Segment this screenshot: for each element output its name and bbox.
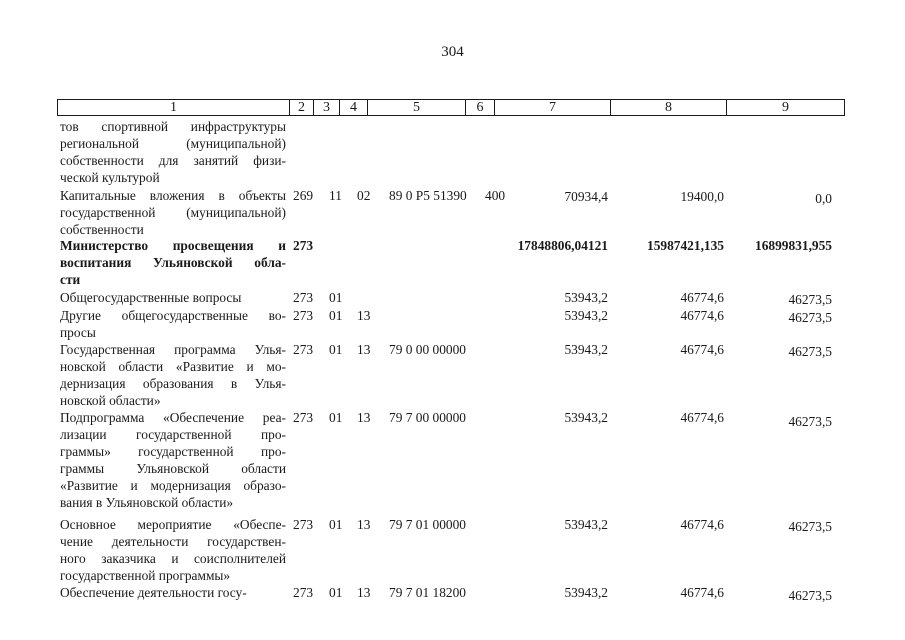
row-description — [60, 289, 286, 306]
description-line: воспитания Ульяновской обла- — [60, 255, 286, 270]
amount-col-9: 46273,5 — [788, 292, 832, 307]
description-line: новской области «Развитие и мо- — [60, 359, 286, 374]
description-line: новской области» — [60, 393, 161, 408]
amount-col-8: 46774,6 — [680, 342, 724, 357]
description-line: лизации государственной про- — [60, 427, 286, 442]
header-col-9: 9 — [727, 100, 845, 116]
description-line: вания в Ульяновской области» — [60, 495, 234, 510]
row-description — [60, 341, 286, 409]
row-description — [60, 237, 286, 288]
chapter-code: 273 — [293, 290, 314, 305]
amount-col-7: 53943,2 — [564, 517, 608, 532]
amount-col-8: 19400,0 — [680, 189, 724, 204]
header-col-8: 8 — [611, 100, 727, 116]
section-code: 11 — [329, 188, 342, 203]
amount-col-7: 53943,2 — [564, 308, 608, 323]
row-description — [60, 118, 286, 186]
amount-col-8: 46774,6 — [680, 585, 724, 600]
description-line: государственной (муниципальной) — [60, 205, 286, 220]
amount-col-8: 46774,6 — [680, 290, 724, 305]
amount-col-8: 46774,6 — [680, 308, 724, 323]
header-col-5: 5 — [368, 100, 466, 116]
amount-col-7: 70934,4 — [564, 189, 608, 204]
description-line: Общегосударственные вопросы — [60, 290, 242, 305]
subsection-code: 13 — [357, 308, 371, 323]
amount-col-9: 46273,5 — [788, 344, 832, 359]
description-line: Другие общегосударственные во- — [60, 308, 286, 323]
section-code: 01 — [329, 342, 343, 357]
description-line: Основное мероприятие «Обеспе- — [60, 517, 286, 532]
target-article: 79 7 01 18200 — [389, 585, 466, 600]
header-col-4: 4 — [340, 100, 368, 116]
description-line: ческой культурой — [60, 170, 160, 185]
row-description — [60, 584, 286, 601]
header-col-2: 2 — [290, 100, 314, 116]
chapter-code: 273 — [293, 342, 314, 357]
subsection-code: 13 — [357, 517, 371, 532]
amount-col-8: 46774,6 — [680, 410, 724, 425]
section-code: 01 — [329, 585, 343, 600]
header-col-6: 6 — [466, 100, 495, 116]
section-code: 01 — [329, 410, 343, 425]
row-description — [60, 187, 286, 238]
description-line: Подпрограмма «Обеспечение реа- — [60, 410, 286, 425]
amount-col-9: 46273,5 — [788, 588, 832, 603]
description-line: собственности — [60, 222, 144, 237]
row-description — [60, 516, 286, 584]
chapter-code: 273 — [293, 585, 314, 600]
amount-col-9: 16899831,955 — [755, 238, 832, 253]
chapter-code: 273 — [293, 238, 314, 253]
amount-col-7: 53943,2 — [564, 290, 608, 305]
description-line: государственной программы» — [60, 568, 231, 583]
amount-col-7: 53943,2 — [564, 342, 608, 357]
subsection-code: 13 — [357, 410, 371, 425]
description-line: Капитальные вложения в объекты — [60, 188, 286, 203]
section-code: 01 — [329, 517, 343, 532]
description-line: просы — [60, 325, 96, 340]
target-article: 79 7 01 00000 — [389, 517, 466, 532]
expense-type: 400 — [485, 188, 506, 203]
description-line: «Развитие и модернизация образо- — [60, 478, 286, 493]
target-article: 79 0 00 00000 — [389, 342, 466, 357]
header-col-3: 3 — [314, 100, 340, 116]
description-line: собственности для занятий физи- — [60, 153, 286, 168]
amount-col-9: 46273,5 — [788, 519, 832, 534]
subsection-code: 02 — [357, 188, 371, 203]
description-line: Министерство просвещения и — [60, 238, 286, 253]
section-code: 01 — [329, 308, 343, 323]
description-line: региональной (муниципальной) — [60, 136, 286, 151]
chapter-code: 273 — [293, 517, 314, 532]
chapter-code: 273 — [293, 410, 314, 425]
amount-col-9: 46273,5 — [788, 310, 832, 325]
row-description — [60, 409, 286, 511]
amount-col-9: 0,0 — [815, 191, 832, 206]
amount-col-9: 46273,5 — [788, 414, 832, 429]
page-number: 304 — [441, 44, 464, 60]
amount-col-7: 53943,2 — [564, 585, 608, 600]
amount-col-8: 46774,6 — [680, 517, 724, 532]
subsection-code: 13 — [357, 585, 371, 600]
description-line: Обеспечение деятельности госу- — [60, 585, 247, 600]
header-col-7: 7 — [495, 100, 611, 116]
description-line: чение деятельности государствен- — [60, 534, 286, 549]
subsection-code: 13 — [357, 342, 371, 357]
amount-col-8: 15987421,135 — [647, 238, 724, 253]
description-line: сти — [60, 272, 81, 287]
chapter-code: 273 — [293, 308, 314, 323]
row-description — [60, 307, 286, 341]
section-code: 01 — [329, 290, 343, 305]
target-article: 79 7 00 00000 — [389, 410, 466, 425]
description-line: граммы» государственной про- — [60, 444, 286, 459]
description-line: ного заказчика и соисполнителей — [60, 551, 286, 566]
header-col-1: 1 — [58, 100, 290, 116]
target-article: 89 0 P5 51390 — [389, 188, 467, 203]
amount-col-7: 53943,2 — [564, 410, 608, 425]
description-line: дернизация образования в Улья- — [60, 376, 286, 391]
description-line: Государственная программа Улья- — [60, 342, 286, 357]
description-line: граммы Ульяновской области — [60, 461, 286, 476]
description-line: тов спортивной инфраструктуры — [60, 119, 286, 134]
chapter-code: 269 — [293, 188, 314, 203]
amount-col-7: 17848806,04121 — [517, 238, 608, 253]
